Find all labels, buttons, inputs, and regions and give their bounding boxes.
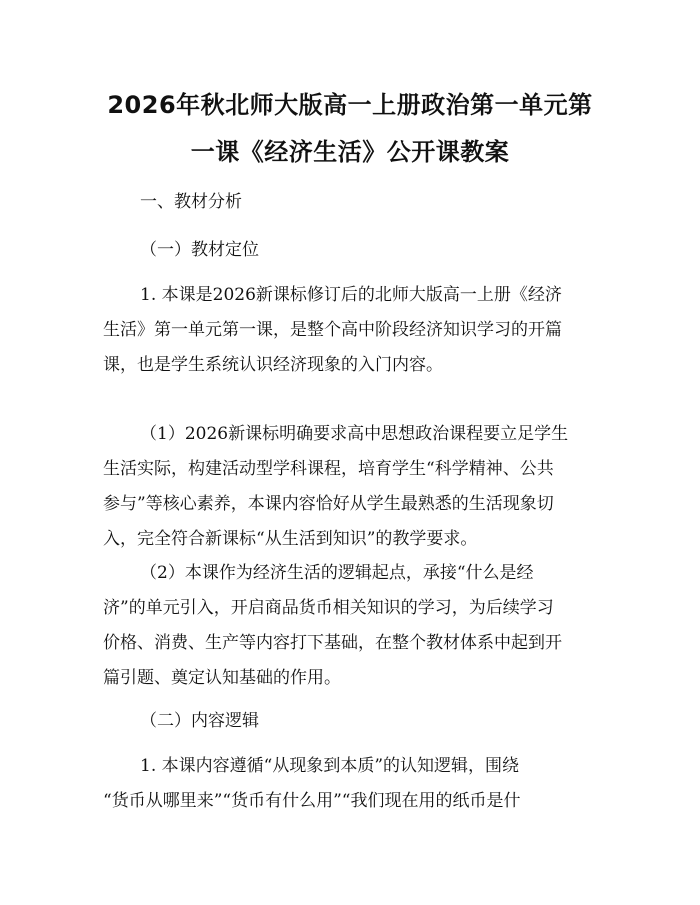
paragraph-line: 价格、消费、生产等内容打下基础，在整个教材体系中起到开 [103, 633, 562, 653]
subsection-heading-content-logic: （二）内容逻辑 [140, 711, 259, 731]
paragraph-line: 生活》第一单元第一课，是整个高中阶段经济知识学习的开篇 [103, 320, 562, 340]
paragraph-line: 入，完全符合新课标“从生活到知识”的教学要求。 [103, 529, 478, 549]
section-heading-textbook-analysis: 一、教材分析 [140, 192, 242, 212]
paragraph-logical-starting-point [103, 556, 603, 696]
paragraph-new-curriculum [103, 417, 603, 557]
paragraph-line: （2）本课作为经济生活的逻辑起点，承接“什么是经 [140, 563, 534, 583]
document-title-line-2: 一课《经济生活》公开课教案 [190, 138, 510, 166]
paragraph-cognitive-logic [103, 749, 603, 819]
subsection-heading-positioning: （一）教材定位 [140, 240, 259, 260]
paragraph-line: 济”的单元引入，开启商品货币相关知识的学习，为后续学习 [103, 598, 554, 618]
paragraph-course-intro [103, 278, 603, 383]
paragraph-line: 篇引题、奠定认知基础的作用。 [103, 668, 341, 688]
paragraph-line: （1）2026新课标明确要求高中思想政治课程要立足学生 [140, 424, 569, 444]
paragraph-line: 1. 本课内容遵循“从现象到本质”的认知逻辑，围绕 [140, 756, 520, 776]
document-title-line-1: 2026年秋北师大版高一上册政治第一单元第 [107, 91, 593, 119]
paragraph-line: “货币从哪里来”“货币有什么用”“我们现在用的纸币是什 [103, 791, 521, 811]
paragraph-line: 课，也是学生系统认识经济现象的入门内容。 [103, 355, 443, 375]
paragraph-line: 1. 本课是2026新课标修订后的北师大版高一上册《经济 [140, 285, 562, 305]
paragraph-line: 参与”等核心素养，本课内容恰好从学生最熟悉的生活现象切 [103, 494, 554, 514]
paragraph-line: 生活实际，构建活动型学科课程，培育学生“科学精神、公共 [103, 459, 554, 479]
